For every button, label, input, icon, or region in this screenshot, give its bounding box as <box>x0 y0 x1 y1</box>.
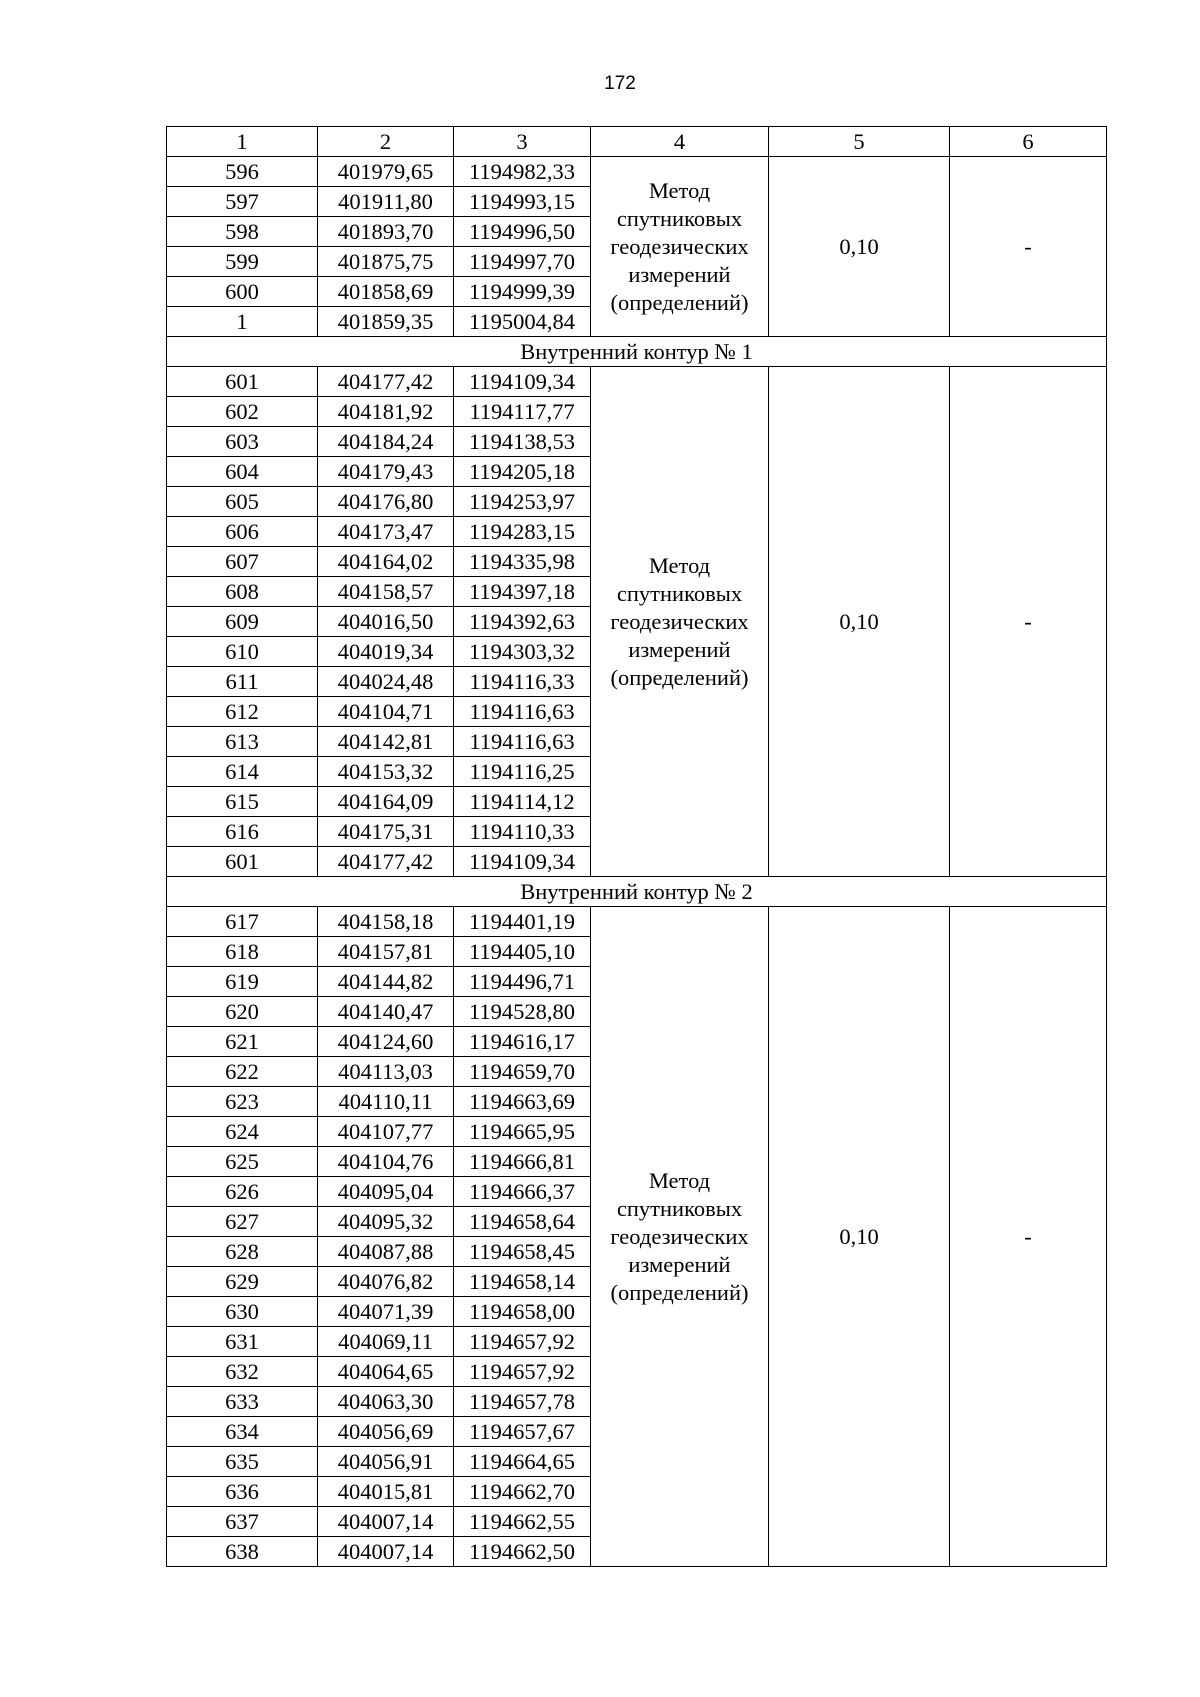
x-coordinate-cell: 404140,47 <box>318 997 454 1027</box>
point-number-cell: 628 <box>167 1237 318 1267</box>
x-coordinate-cell: 404158,57 <box>318 577 454 607</box>
x-coordinate-cell: 404177,42 <box>318 847 454 877</box>
x-coordinate-cell: 404164,02 <box>318 547 454 577</box>
header-row <box>167 127 1107 157</box>
y-coordinate-cell: 1194616,17 <box>454 1027 591 1057</box>
x-coordinate-cell: 404007,14 <box>318 1507 454 1537</box>
page-number: 172 <box>604 73 636 94</box>
point-number-cell: 606 <box>167 517 318 547</box>
x-coordinate-cell: 401979,65 <box>318 157 454 187</box>
y-coordinate-cell: 1194664,65 <box>454 1447 591 1477</box>
x-coordinate-cell: 404087,88 <box>318 1237 454 1267</box>
x-coordinate-cell: 404175,31 <box>318 817 454 847</box>
note-cell: - <box>950 157 1107 337</box>
x-coordinate-cell: 404016,50 <box>318 607 454 637</box>
y-coordinate-cell: 1194496,71 <box>454 967 591 997</box>
x-coordinate-cell: 404157,81 <box>318 937 454 967</box>
x-coordinate-cell: 404015,81 <box>318 1477 454 1507</box>
x-coordinate-cell: 404179,43 <box>318 457 454 487</box>
method-cell: Метод спутниковых геодезических измерений (определений) <box>591 367 769 877</box>
x-coordinate-cell: 404184,24 <box>318 427 454 457</box>
point-number-cell: 624 <box>167 1117 318 1147</box>
y-coordinate-cell: 1194657,92 <box>454 1327 591 1357</box>
table-row <box>167 907 1107 937</box>
y-coordinate-cell: 1194657,67 <box>454 1417 591 1447</box>
point-number-cell: 610 <box>167 637 318 667</box>
x-coordinate-cell: 401858,69 <box>318 277 454 307</box>
y-coordinate-cell: 1194993,15 <box>454 187 591 217</box>
y-coordinate-cell: 1194999,39 <box>454 277 591 307</box>
x-coordinate-cell: 401893,70 <box>318 217 454 247</box>
point-number-cell: 601 <box>167 367 318 397</box>
point-number-cell: 607 <box>167 547 318 577</box>
x-coordinate-cell: 404076,82 <box>318 1267 454 1297</box>
point-number-cell: 614 <box>167 757 318 787</box>
table-row <box>167 367 1107 397</box>
point-number-cell: 631 <box>167 1327 318 1357</box>
y-coordinate-cell: 1194666,37 <box>454 1177 591 1207</box>
point-number-cell: 613 <box>167 727 318 757</box>
point-number-cell: 596 <box>167 157 318 187</box>
x-coordinate-cell: 404107,77 <box>318 1117 454 1147</box>
x-coordinate-cell: 404007,14 <box>318 1537 454 1567</box>
y-coordinate-cell: 1194659,70 <box>454 1057 591 1087</box>
method-cell: Метод спутниковых геодезических измерений (определений) <box>591 907 769 1567</box>
note-cell: - <box>950 907 1107 1567</box>
point-number-cell: 621 <box>167 1027 318 1057</box>
point-number-cell: 636 <box>167 1477 318 1507</box>
x-coordinate-cell: 404142,81 <box>318 727 454 757</box>
column-header-6: 6 <box>950 127 1107 157</box>
y-coordinate-cell: 1194657,92 <box>454 1357 591 1387</box>
x-coordinate-cell: 404019,34 <box>318 637 454 667</box>
x-coordinate-cell: 404104,76 <box>318 1147 454 1177</box>
column-header-1: 1 <box>167 127 318 157</box>
point-number-cell: 632 <box>167 1357 318 1387</box>
point-number-cell: 625 <box>167 1147 318 1177</box>
point-number-cell: 619 <box>167 967 318 997</box>
point-number-cell: 638 <box>167 1537 318 1567</box>
x-coordinate-cell: 404071,39 <box>318 1297 454 1327</box>
y-coordinate-cell: 1194658,14 <box>454 1267 591 1297</box>
x-coordinate-cell: 404176,80 <box>318 487 454 517</box>
x-coordinate-cell: 404064,65 <box>318 1357 454 1387</box>
x-coordinate-cell: 404113,03 <box>318 1057 454 1087</box>
y-coordinate-cell: 1194109,34 <box>454 847 591 877</box>
y-coordinate-cell: 1194116,63 <box>454 727 591 757</box>
y-coordinate-cell: 1195004,84 <box>454 307 591 337</box>
y-coordinate-cell: 1194392,63 <box>454 607 591 637</box>
x-coordinate-cell: 401911,80 <box>318 187 454 217</box>
y-coordinate-cell: 1194110,33 <box>454 817 591 847</box>
point-number-cell: 637 <box>167 1507 318 1537</box>
y-coordinate-cell: 1194397,18 <box>454 577 591 607</box>
x-coordinate-cell: 404158,18 <box>318 907 454 937</box>
x-coordinate-cell: 404095,04 <box>318 1177 454 1207</box>
x-coordinate-cell: 404181,92 <box>318 397 454 427</box>
point-number-cell: 633 <box>167 1387 318 1417</box>
x-coordinate-cell: 404024,48 <box>318 667 454 697</box>
y-coordinate-cell: 1194658,45 <box>454 1237 591 1267</box>
y-coordinate-cell: 1194405,10 <box>454 937 591 967</box>
x-coordinate-cell: 404069,11 <box>318 1327 454 1357</box>
x-coordinate-cell: 404104,71 <box>318 697 454 727</box>
x-coordinate-cell: 404173,47 <box>318 517 454 547</box>
x-coordinate-cell: 404056,69 <box>318 1417 454 1447</box>
y-coordinate-cell: 1194303,32 <box>454 637 591 667</box>
y-coordinate-cell: 1194109,34 <box>454 367 591 397</box>
x-coordinate-cell: 404177,42 <box>318 367 454 397</box>
column-header-4: 4 <box>591 127 769 157</box>
point-number-cell: 615 <box>167 787 318 817</box>
y-coordinate-cell: 1194663,69 <box>454 1087 591 1117</box>
y-coordinate-cell: 1194116,63 <box>454 697 591 727</box>
contour-title: Внутренний контур № 1 <box>167 337 1107 367</box>
accuracy-cell: 0,10 <box>769 907 950 1567</box>
x-coordinate-cell: 404063,30 <box>318 1387 454 1417</box>
column-header-2: 2 <box>318 127 454 157</box>
y-coordinate-cell: 1194996,50 <box>454 217 591 247</box>
x-coordinate-cell: 404095,32 <box>318 1207 454 1237</box>
table-row <box>167 157 1107 187</box>
point-number-cell: 630 <box>167 1297 318 1327</box>
point-number-cell: 617 <box>167 907 318 937</box>
note-cell: - <box>950 367 1107 877</box>
coordinates-table <box>166 126 1107 1567</box>
y-coordinate-cell: 1194116,33 <box>454 667 591 697</box>
y-coordinate-cell: 1194205,18 <box>454 457 591 487</box>
y-coordinate-cell: 1194662,50 <box>454 1537 591 1567</box>
point-number-cell: 627 <box>167 1207 318 1237</box>
accuracy-cell: 0,10 <box>769 367 950 877</box>
y-coordinate-cell: 1194657,78 <box>454 1387 591 1417</box>
x-coordinate-cell: 401859,35 <box>318 307 454 337</box>
point-number-cell: 620 <box>167 997 318 1027</box>
point-number-cell: 1 <box>167 307 318 337</box>
point-number-cell: 611 <box>167 667 318 697</box>
x-coordinate-cell: 404056,91 <box>318 1447 454 1477</box>
y-coordinate-cell: 1194116,25 <box>454 757 591 787</box>
point-number-cell: 622 <box>167 1057 318 1087</box>
point-number-cell: 604 <box>167 457 318 487</box>
y-coordinate-cell: 1194666,81 <box>454 1147 591 1177</box>
y-coordinate-cell: 1194117,77 <box>454 397 591 427</box>
x-coordinate-cell: 404153,32 <box>318 757 454 787</box>
contour-title: Внутренний контур № 2 <box>167 877 1107 907</box>
y-coordinate-cell: 1194662,55 <box>454 1507 591 1537</box>
point-number-cell: 597 <box>167 187 318 217</box>
point-number-cell: 598 <box>167 217 318 247</box>
y-coordinate-cell: 1194665,95 <box>454 1117 591 1147</box>
point-number-cell: 612 <box>167 697 318 727</box>
point-number-cell: 629 <box>167 1267 318 1297</box>
y-coordinate-cell: 1194283,15 <box>454 517 591 547</box>
point-number-cell: 608 <box>167 577 318 607</box>
point-number-cell: 634 <box>167 1417 318 1447</box>
y-coordinate-cell: 1194658,00 <box>454 1297 591 1327</box>
x-coordinate-cell: 401875,75 <box>318 247 454 277</box>
y-coordinate-cell: 1194982,33 <box>454 157 591 187</box>
y-coordinate-cell: 1194658,64 <box>454 1207 591 1237</box>
y-coordinate-cell: 1194335,98 <box>454 547 591 577</box>
point-number-cell: 603 <box>167 427 318 457</box>
point-number-cell: 602 <box>167 397 318 427</box>
table-body <box>167 157 1107 1567</box>
x-coordinate-cell: 404164,09 <box>318 787 454 817</box>
point-number-cell: 626 <box>167 1177 318 1207</box>
point-number-cell: 609 <box>167 607 318 637</box>
x-coordinate-cell: 404144,82 <box>318 967 454 997</box>
method-cell: Метод спутниковых геодезических измерений (определений) <box>591 157 769 337</box>
point-number-cell: 601 <box>167 847 318 877</box>
column-header-5: 5 <box>769 127 950 157</box>
y-coordinate-cell: 1194138,53 <box>454 427 591 457</box>
y-coordinate-cell: 1194528,80 <box>454 997 591 1027</box>
point-number-cell: 599 <box>167 247 318 277</box>
contour-title-row <box>167 877 1107 907</box>
accuracy-cell: 0,10 <box>769 157 950 337</box>
y-coordinate-cell: 1194114,12 <box>454 787 591 817</box>
column-header-3: 3 <box>454 127 591 157</box>
x-coordinate-cell: 404110,11 <box>318 1087 454 1117</box>
point-number-cell: 605 <box>167 487 318 517</box>
point-number-cell: 616 <box>167 817 318 847</box>
point-number-cell: 635 <box>167 1447 318 1477</box>
point-number-cell: 623 <box>167 1087 318 1117</box>
point-number-cell: 600 <box>167 277 318 307</box>
y-coordinate-cell: 1194401,19 <box>454 907 591 937</box>
x-coordinate-cell: 404124,60 <box>318 1027 454 1057</box>
y-coordinate-cell: 1194662,70 <box>454 1477 591 1507</box>
contour-title-row <box>167 337 1107 367</box>
y-coordinate-cell: 1194997,70 <box>454 247 591 277</box>
y-coordinate-cell: 1194253,97 <box>454 487 591 517</box>
point-number-cell: 618 <box>167 937 318 967</box>
